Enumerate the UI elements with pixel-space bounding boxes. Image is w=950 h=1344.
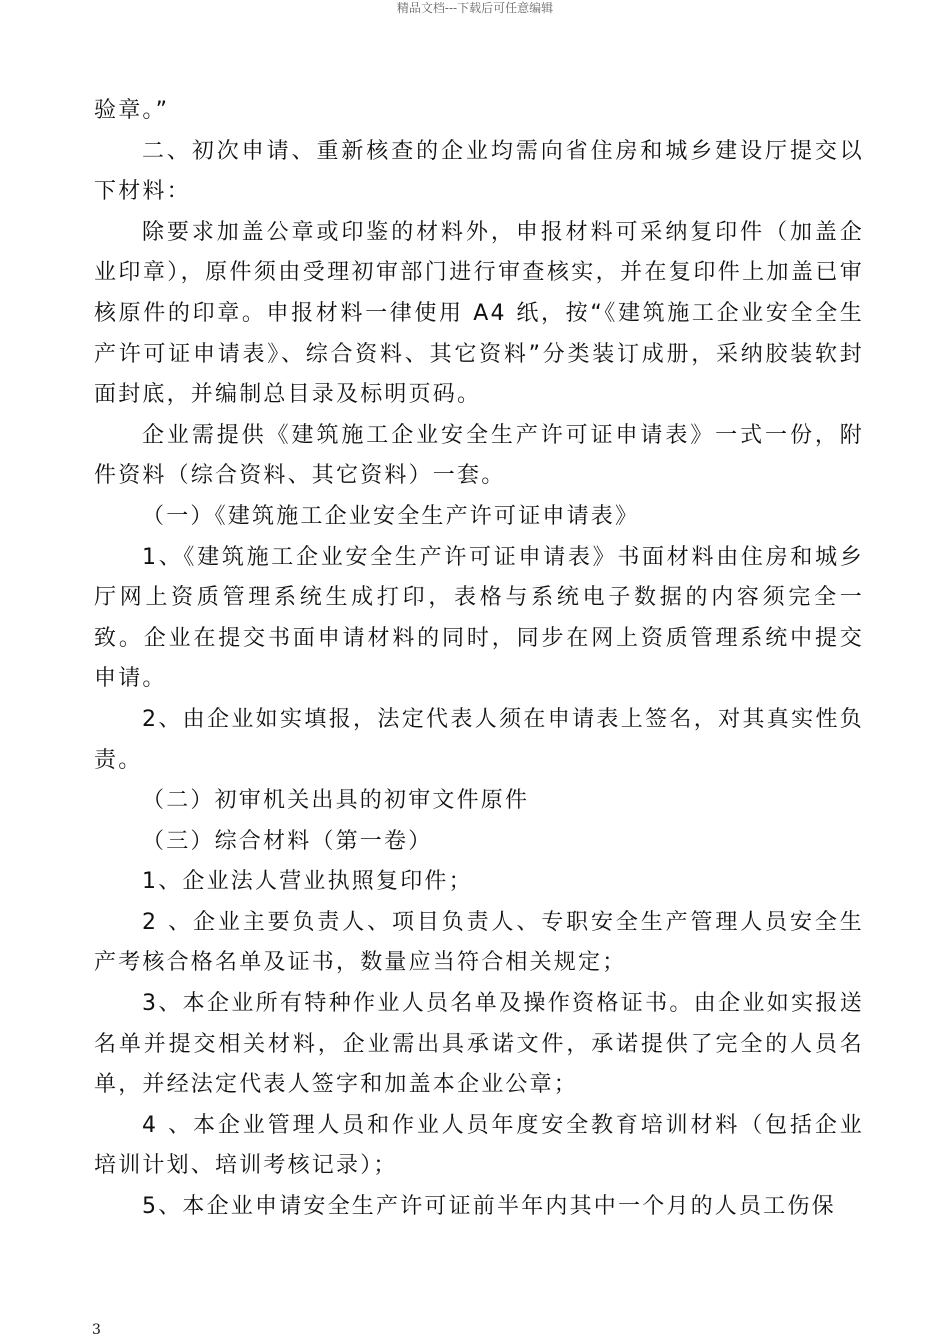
paragraph-4: 企业需提供《建筑施工企业安全生产许可证申请表》一式一份，附件资料（综合资料、其它资料）一套。 [94,422,864,489]
section-heading-1: （一）《建筑施工企业安全生产许可证申请表》 [142,503,640,529]
paragraph-3: 除要求加盖公章或印鉴的材料外，申报材料可采纳复印件（加盖企业印章），原件须由受理初审部门进行审查核实，并在复印件上加盖已审核原件的印章。申报材料一律使用 A4 纸，按“《建筑施工企业安全全生产许可证申请表》、综合资料、其它资料”分类装订成册，采纳胶装软封面封底，并编制总目录及标明页码。 [94,219,864,408]
paragraph-5: 1、《建筑施工企业安全生产许可证申请表》书面材料由住房和城乡厅网上资质管理系统生成打印，表格与系统电子数据的内容须完全一致。企业在提交书面申请材料的同时，同步在网上资质管理系统中提交申请。 [94,544,864,692]
list-item-1: 1、企业法人营业执照复印件； [142,869,473,895]
section-heading-3: （三）综合材料（第一卷） [142,828,433,854]
list-item-2: 2 、企业主要负责人、项目负责人、专职安全生产管理人员安全生产考核合格名单及证书，数量应当符合相关规定； [94,909,864,976]
list-item-3: 3、本企业所有特种作业人员名单及操作资格证书。由企业如实报送名单并提交相关材料，企业需出具承诺文件，承诺提供了完全的人员名单，并经法定代表人签字和加盖本企业公章； [94,991,864,1098]
paragraph-1: 验章。” [94,98,170,123]
document-body [94,91,864,1228]
list-item-4: 4 、本企业管理人员和作业人员年度安全教育培训材料（包括企业培训计划、培训考核记录）； [94,1112,864,1179]
paragraph-6: 2、由企业如实填报，法定代表人须在申请表上签名，对其真实性负责。 [94,706,864,773]
page-number: 3 [92,1322,101,1338]
paragraph-2: 二、初次申请、重新核查的企业均需向省住房和城乡建设厅提交以下材料： [94,138,864,205]
list-item-5: 5、本企业申请安全生产许可证前半年内其中一个月的人员工伤保 [142,1194,836,1220]
section-heading-2: （二）初审机关出具的初审文件原件 [142,788,530,814]
page-header: 精品文档---下载后可任意编辑 [396,1,554,15]
